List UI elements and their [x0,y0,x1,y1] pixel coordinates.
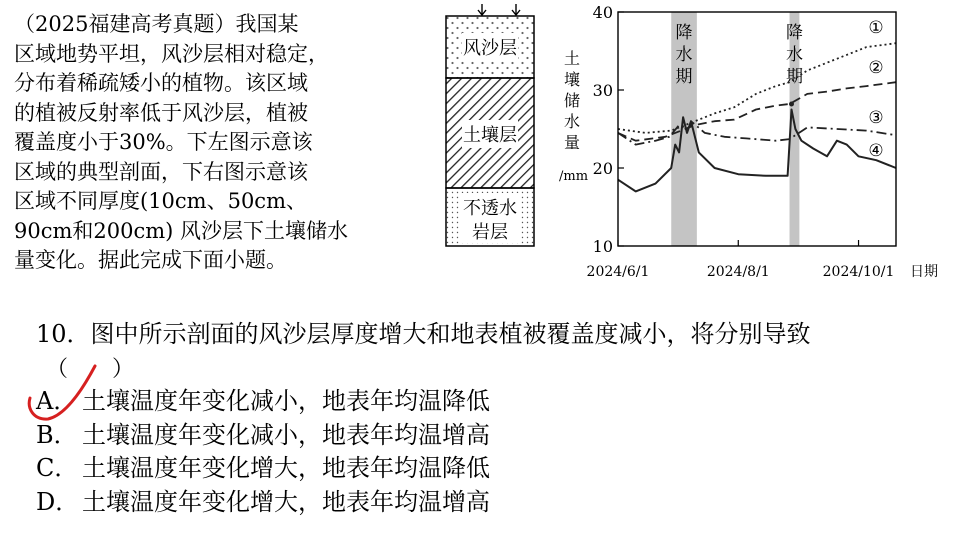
question-stem: 10．图中所示剖面的风沙层厚度增大和地表植被覆盖度减小，将分别导致 [36,320,811,348]
option-b[interactable] [36,419,490,453]
rain-period-label: 水 [675,45,693,65]
series-label: ④ [868,141,884,161]
soil-profile-diagram [440,0,550,260]
x-axis-label: 日期 [910,264,938,280]
y-tick-label: 20 [592,159,613,178]
intro-line: 90cm和200cm) 风沙层下土壤储水 [14,218,349,243]
y-label-char: 量 [563,133,581,152]
sand-layer-label: 风沙层 [463,38,517,59]
option-text: 土壤温度年变化减小，地表年均温降低 [82,387,490,415]
x-tick-label: 2024/8/1 [706,264,770,280]
series-line [618,123,896,145]
rain-periods [671,12,803,246]
intro-line: 覆盖度小于30%。下左图示意该 [14,130,313,154]
series-label: ③ [868,108,884,128]
options-list [36,385,490,519]
intro-line: 区域的典型剖面，下右图示意该 [14,159,308,184]
intro-line: 的植被反射率低于风沙层，植被 [14,100,308,125]
y-label-char: 储 [563,91,581,110]
x-tick-label: 2024/6/1 [586,264,650,280]
option-a[interactable] [36,385,490,419]
y-label-char: 水 [563,112,581,131]
x-tick-label: 2024/10/1 [822,264,895,280]
option-d[interactable] [36,486,490,520]
soil-layer-label: 土壤层 [463,125,517,146]
soil-water-chart [556,0,956,290]
option-c[interactable] [36,452,490,486]
series-label: ② [868,58,884,78]
option-letter: D． [36,487,80,516]
tick-labels [587,3,895,280]
rain-period-label: 降 [675,23,693,43]
series-lines [618,43,896,191]
chart-axes [618,12,896,246]
rain-period-label: 期 [675,67,693,87]
plot-frame [618,12,896,246]
y-axis-label [564,49,580,152]
intro-paragraph [14,10,414,276]
y-tick-label: 10 [592,237,613,256]
intro-line: 区域不同厚度(10cm、50cm、 [14,189,307,213]
rain-period-label: 期 [785,67,803,87]
y-label-char: 壤 [563,70,581,89]
series-line [618,110,896,192]
option-text: 土壤温度年变化增大，地表年均温降低 [82,454,490,482]
y-axis-unit: /mm [559,169,589,184]
series-marker [789,102,794,107]
y-tick-label: 40 [592,3,613,22]
series-line [618,82,896,141]
rain-period-label: 水 [785,45,803,65]
intro-line: 区域地势平坦，风沙层相对稳定， [14,41,329,66]
option-letter: C． [36,454,79,482]
option-letter: A． [36,387,78,415]
intro-line: （2025福建高考真题）我国某 [14,12,299,36]
sunlight-arrow-icon [478,4,520,15]
y-label-char: 土 [563,49,581,68]
intro-line: 分布着稀疏矮小的植物。该区域 [14,71,308,95]
bedrock-label-line2: 岩层 [472,222,508,243]
option-letter: B． [36,420,78,449]
series-label: ① [868,18,884,38]
bedrock-label-line1: 不透水 [463,198,517,219]
option-text: 土壤温度年变化减小，地表年均温增高 [82,420,490,449]
intro-line: 量变化。据此完成下面小题。 [14,248,287,272]
rain-period-label: 降 [785,23,803,43]
y-tick-label: 30 [592,81,613,100]
answer-blank: （ ） [46,357,135,382]
series-labels [868,18,883,161]
option-text: 土壤温度年变化增大，地表年均温增高 [82,487,490,516]
